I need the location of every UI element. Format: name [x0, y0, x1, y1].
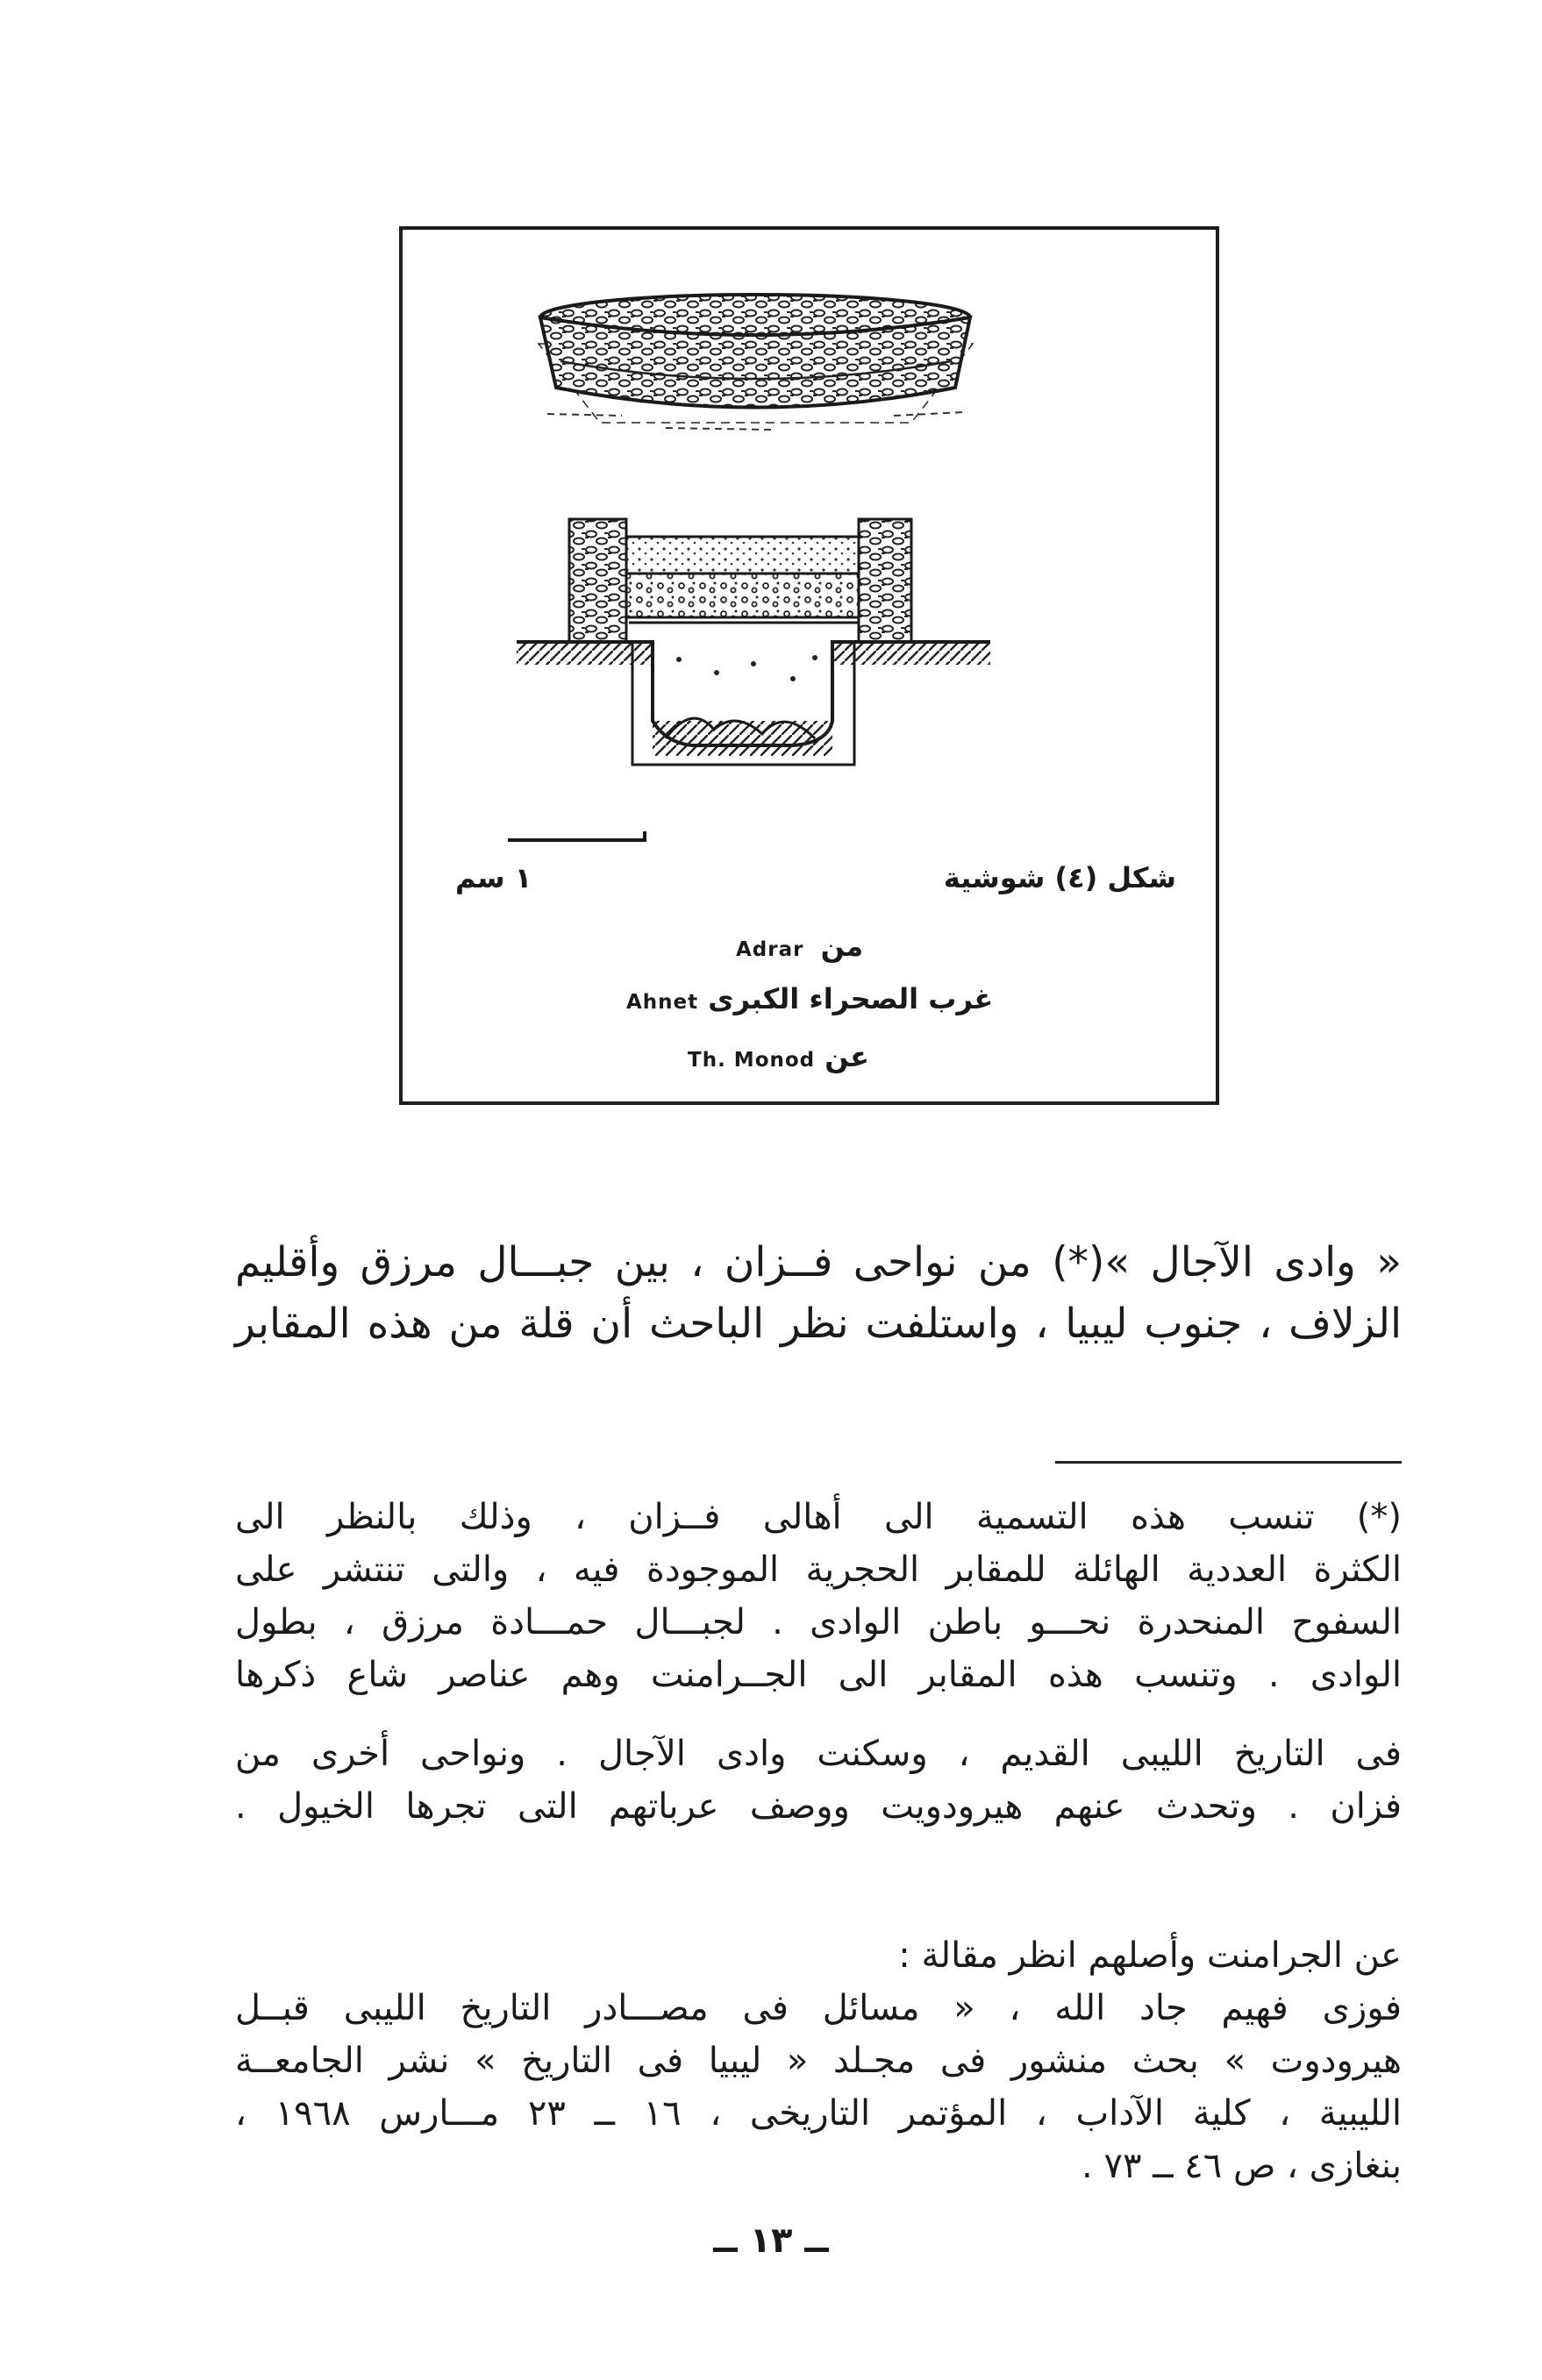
main-line: « وادى الآجال »(*) من نواحى فــزان ، بين جبـــال مرزق وأقليم [235, 1238, 1402, 1286]
footnote-line: فوزى فهيم جاد الله ، « مسائل فى مصـــادر التاريخ الليبى قبــل [235, 1988, 1402, 2028]
author-latin: Th. Monod [688, 1049, 816, 1072]
main-line: الزلاف ، جنوب ليبيا ، واستلفت نظر الباحث أن قلة من هذه المقابر [235, 1300, 1402, 1348]
region-arabic: غرب الصحراء الكبرى [708, 982, 994, 1015]
footnote-line: هيرودوت » بحث منشور فى مجـلد « ليبيا فى التاريخ » نشر الجامعــة [235, 2041, 1402, 2081]
figure-caption: شكل (٤) شوشية [943, 861, 1176, 894]
figure-place-line [736, 930, 863, 963]
place-latin: Adrar [736, 938, 804, 961]
tomb-cross-section [517, 519, 990, 765]
footnote-line: السفوح المنحدرة نحـــو باطن الوادى . لجبـــال حمـــادة مرزق ، بطول [235, 1602, 1402, 1642]
footnote-line: فزان . وتحدث عنهم هيرودويت ووصف عرباتهم التى تجرها الخيول . [235, 1786, 1402, 1827]
figure-region-line [626, 982, 993, 1015]
page-number: ــ ١٣ ــ [713, 2220, 829, 2261]
footnote-line: الليبية ، كلية الآداب ، المؤتمر التاريخى ، ١٦ ــ ٢٣ مـــارس ١٩٦٨ ، [235, 2093, 1403, 2134]
footnote-line: عن الجرامنت وأصلهم انظر مقالة : [898, 1935, 1402, 1976]
tomb-drawing [403, 230, 1216, 1101]
region-latin: Ahnet [626, 991, 699, 1014]
footnote-1 [235, 1491, 1402, 1701]
scale-label: ١ سم [455, 861, 532, 894]
footnote-line: (*) تنسب هذه التسمية الى أهالى فــزان ، وذلك بالنظر الى [235, 1497, 1402, 1537]
footnote-line: الكثرة العددية الهائلة للمقابر الحجرية الموجودة فيه ، والتى تنتشر على [235, 1550, 1402, 1590]
footnote-line: فى التاريخ الليبى القديم ، وسكنت وادى الآجال . ونواحى أخرى من [235, 1734, 1402, 1774]
footnote-line: بنغازى ، ص ٤٦ ــ ٧٣ . [1082, 2146, 1402, 2186]
main-paragraph [235, 1232, 1402, 1355]
from-word: من [820, 930, 864, 963]
mound-top-view [539, 295, 973, 430]
scale-bar [508, 831, 645, 840]
by-word: عن [825, 1040, 869, 1073]
footnote-3 [235, 1929, 1402, 2192]
footnote-line: الوادى . وتنسب هذه المقابر الى الجــرامنت وهم عناصر شاع ذكرها [235, 1655, 1402, 1695]
figure-frame [399, 226, 1219, 1105]
figure-author-line [688, 1040, 869, 1073]
footnote-2 [235, 1728, 1402, 1833]
footnote-divider [1055, 1461, 1402, 1464]
